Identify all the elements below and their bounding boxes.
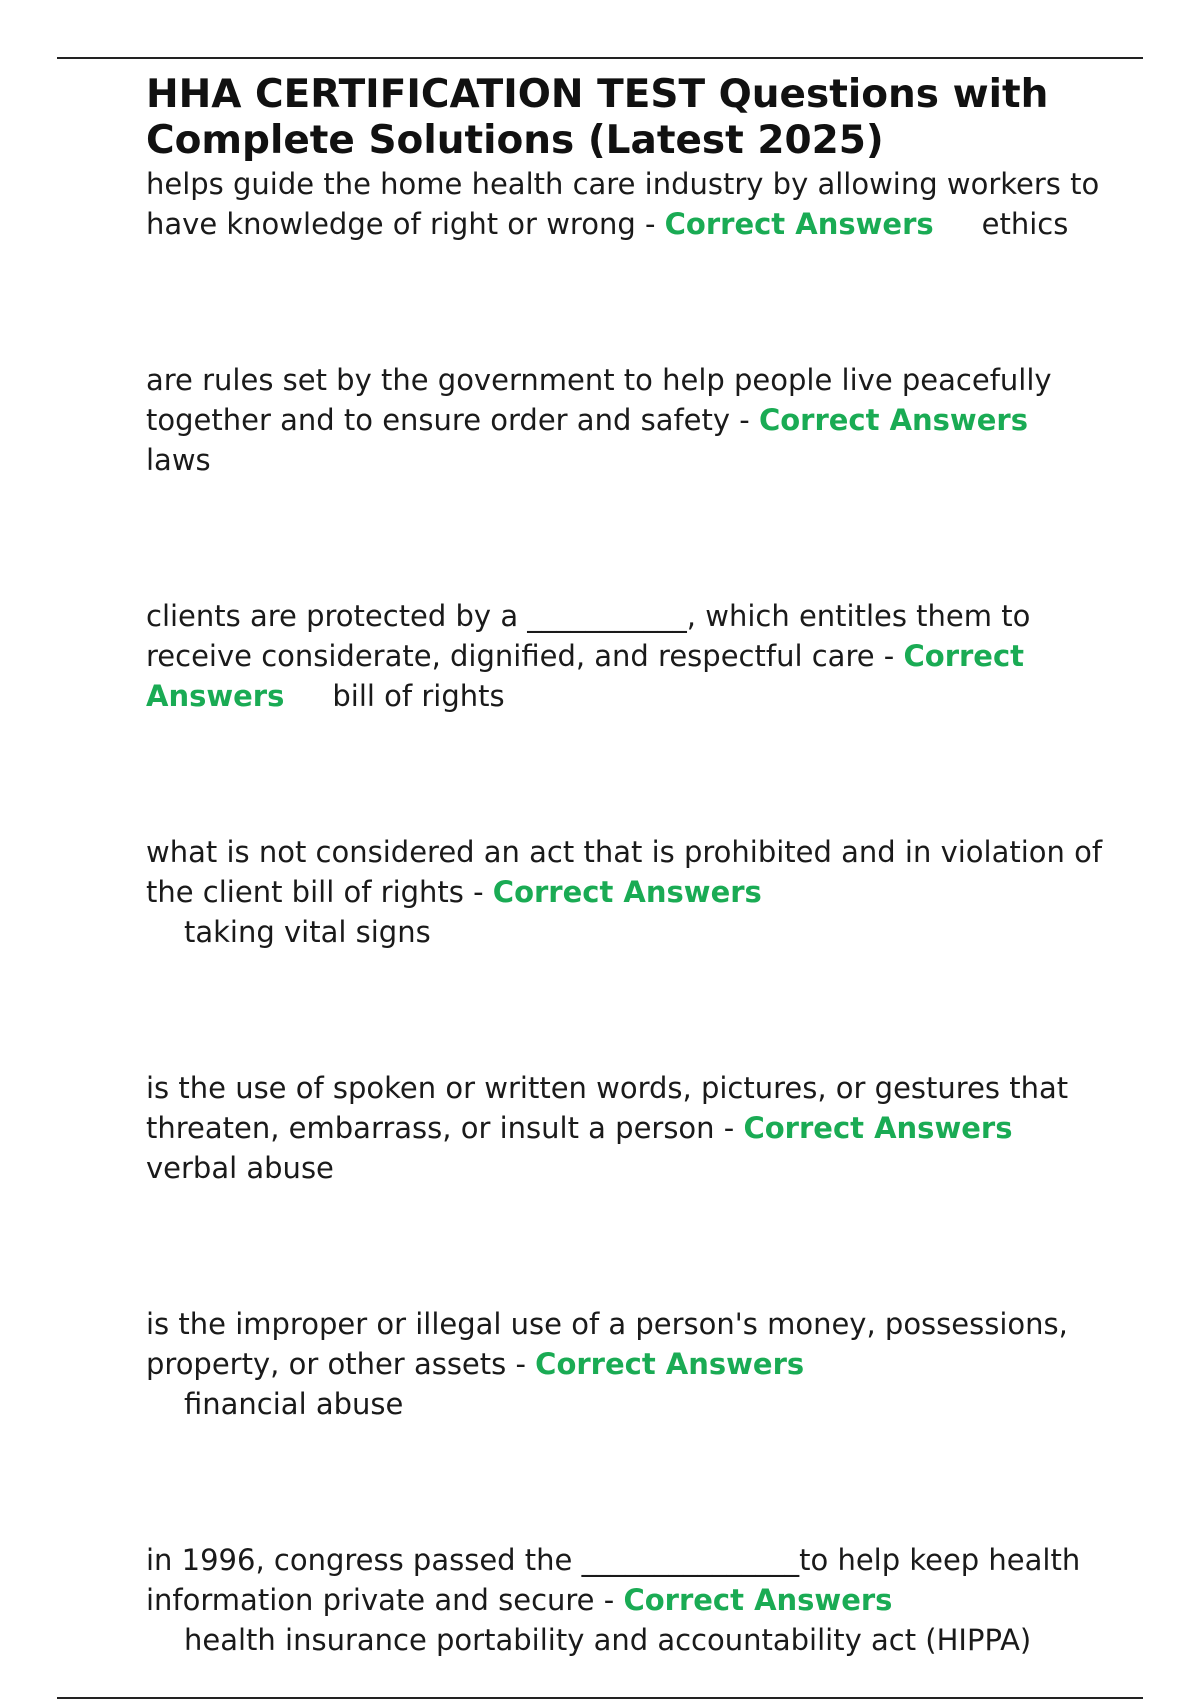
correct-answers-label: Correct Answers [146, 639, 1025, 713]
qa-item [146, 1304, 1106, 1424]
qa-item [146, 164, 1106, 244]
correct-answers-label: Correct Answers [664, 207, 934, 241]
answer-text: verbal abuse [146, 1151, 334, 1185]
correct-answers-label: Correct Answers [743, 1111, 1013, 1145]
qa-item [146, 596, 1106, 716]
question-text: is the improper or illegal use of a person's money, possessions, property, or other assets - [146, 1307, 1068, 1381]
top-rule [57, 57, 1143, 59]
answer-text: ethics [981, 207, 1069, 241]
question-text: helps guide the home health care industry by allowing workers to have knowledge of right or wrong - [146, 167, 1100, 241]
answer-text: bill of rights [332, 679, 505, 713]
answer-text: taking vital signs [184, 915, 431, 949]
qa-item [146, 360, 1106, 480]
document-title: HHA CERTIFICATION TEST Questions with Complete Solutions (Latest 2025) [146, 72, 1049, 163]
question-text: in 1996, congress passed the _______________to help keep health information private and secure - [146, 1543, 1081, 1617]
correct-answers-label: Correct Answers [535, 1347, 805, 1381]
question-text: clients are protected by a ___________, which entitles them to receive considerate, dignified, and respectful care - [146, 599, 1031, 673]
correct-answers-label: Correct Answers [623, 1583, 893, 1617]
qa-item [146, 1540, 1106, 1660]
question-text: are rules set by the government to help people live peacefully together and to ensure order and safety - [146, 363, 1052, 437]
correct-answers-label: Correct Answers [492, 875, 762, 909]
answer-text: health insurance portability and accountability act (HIPPA) [184, 1623, 1032, 1657]
question-text: what is not considered an act that is prohibited and in violation of the client bill of rights - [146, 835, 1103, 909]
bottom-rule [57, 1697, 1143, 1699]
answer-text: laws [146, 443, 211, 477]
qa-item [146, 832, 1106, 952]
question-text: is the use of spoken or written words, pictures, or gestures that threaten, embarrass, or insult a person - [146, 1071, 1069, 1145]
answer-text: financial abuse [184, 1387, 404, 1421]
qa-item [146, 1068, 1106, 1188]
document-page [146, 72, 1106, 1660]
correct-answers-label: Correct Answers [758, 403, 1028, 437]
